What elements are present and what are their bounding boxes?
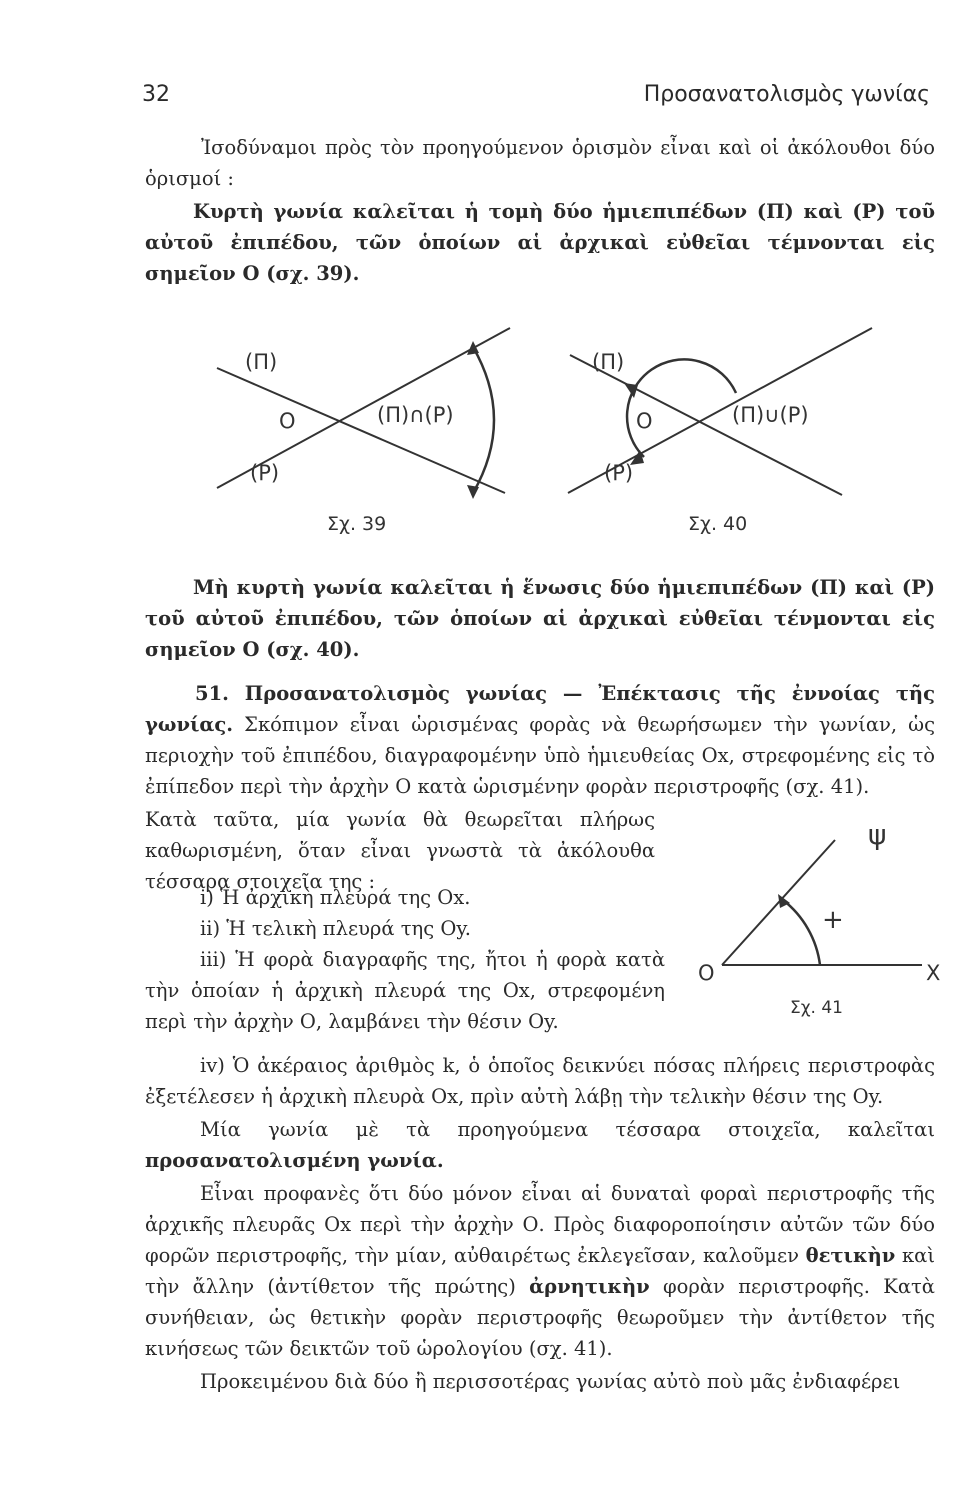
paragraph-rotation-directions [145, 1178, 935, 1364]
definition-convex-angle: Κυρτὴ γωνία καλεῖται ἡ τομὴ δύο ἡμιεπιπέδων (Π) καὶ (Ρ) τοῦ αὐτοῦ ἐπιπέδου, τῶν ὁποίων αἱ ἀρχικαὶ εὐθεῖαι τέμνονται εἰς σημεῖον Ο (σχ. 39). [145, 200, 935, 285]
term-oriented-angle: προσανατολισμένη γωνία. [145, 1149, 444, 1172]
figure-39 [205, 325, 525, 540]
paragraph-continuation: Προκειμένου διὰ δύο ἢ περισσοτέρας γωνίας αὐτὸ ποὺ μᾶς ἐνδιαφέρει [200, 1370, 901, 1393]
elements-list [145, 882, 665, 1037]
fig40-caption: Σχ. 40 [688, 513, 748, 535]
p8-c: καὶ τὴν ἄλλην (ἀντίθετον τῆς πρώτης) [145, 1244, 935, 1298]
fig40-label-o: Ο [636, 409, 653, 433]
list-item-text: iii) Ἡ φορὰ διαγραφῆς της, ἤτοι ἡ φορὰ κατὰ τὴν ὁποίαν ἡ ἀρχικὴ πλευρά της Οx, στρεφομένη περὶ τὴν ἀρχὴν Ο, λαμβάνει τὴν θέσιν Οy. [145, 948, 665, 1033]
paragraph-equivalent-definitions: Ἰσοδύναμοι πρὸς τὸν προηγούμενον ὁρισμὸν εἶναι καὶ οἱ ἀκόλουθοι δύο ὁρισμοί : [145, 136, 935, 190]
fig40-label-union: (Π)∪(Ρ) [732, 403, 809, 427]
list-item: ii) Ἡ τελικὴ πλευρά της Οy. [200, 917, 471, 940]
paragraph-four-elements: Κατὰ ταῦτα, μία γωνία θὰ θεωρεῖται πλήρως καθωρισμένη, ὅταν εἶναι γνωστὰ τὰ ἀκόλουθα τέσσαρα στοιχεῖα της : [145, 808, 655, 893]
section-51-body: Σκόπιμον εἶναι ὡρισμένας φορὰς νὰ θεωρήσωμεν τὴν γωνίαν, ὡς περιοχὴν τοῦ ἐπιπέδου, διαγραφομένην ὑπὸ ἡμιευθείας Οx, στρεφομένης εἰς τὸ ἐπίπεδον περὶ τὴν ἀρχὴν Ο κατὰ ὡρισμένην φορὰν περιστροφῆς (σχ. 41). [145, 713, 935, 798]
fig41-label-x: Χ [926, 961, 941, 985]
fig39-caption: Σχ. 39 [327, 513, 387, 535]
figure-40 [560, 325, 880, 540]
fig39-label-o: Ο [279, 409, 296, 433]
definition-oriented-angle [145, 1114, 935, 1176]
term-positive: θετικὴν [805, 1244, 896, 1267]
fig39-label-intersection: (Π)∩(Ρ) [377, 403, 454, 427]
p8-e: φορὰν περιστροφῆς. Κατὰ συνήθειαν, ὡς θετικὴν φορὰν περιστροφῆς θεωροῦμεν τὴν ἀντίθετον τῆς κινήσεως τῶν δεικτῶν τοῦ ὡρολογίου (σχ. 41). [145, 1275, 935, 1360]
term-negative: ἀρνητικὴν [529, 1275, 650, 1298]
fig40-label-pi: (Π) [592, 350, 625, 374]
fig41-label-psi: ψ [868, 818, 887, 851]
fig39-label-rho: (Ρ) [250, 461, 280, 485]
fig40-label-rho: (Ρ) [604, 461, 634, 485]
definition-non-convex-angle: Μὴ κυρτὴ γωνία καλεῖται ἡ ἕνωσις δύο ἡμιεπιπέδων (Π) καὶ (Ρ) τοῦ αὐτοῦ ἐπιπέδου, τῶν ὁποίων αἱ ἀρχικαὶ εὐθεῖαι τένμονται εἰς σημεῖον Ο (σχ. 40). [145, 576, 935, 661]
figure-41 [690, 800, 950, 1030]
p8-a: Εἶναι προφανὲς ὅτι δύο μόνον εἶναι αἱ δυναταὶ φοραὶ περιστροφῆς τῆς ἀρχικῆς πλευρᾶς Οx περὶ τὴν ἀρχὴν Ο. Πρὸς διαφοροποίησιν αὐτῶν τῶν δύο φορῶν περιστροφῆς, τὴν μίαν, αὐθαιρέτως ἐκλεγεῖσαν, καλοῦμεν [145, 1182, 935, 1267]
fig41-label-plus: + [822, 905, 844, 935]
running-header: Προσανατολισμὸς γωνίας [643, 82, 930, 107]
fig41-label-o: Ο [698, 961, 715, 985]
page-number: 32 [142, 82, 170, 107]
list-item-iv: iv) Ὁ ἀκέραιος ἀριθμὸς k, ὁ ὁποῖος δεικνύει πόσας πλήρεις περιστροφὰς ἐξετέλεσεν ἡ ἀρχικὴ πλευρὰ Οx, πρὶν αὐτὴ λάβῃ τὴν τελικὴν θέσιν της Οy. [145, 1054, 935, 1108]
fig39-label-pi: (Π) [245, 350, 278, 374]
section-51-heading: 51. Προσανατολισμὸς γωνίας — Ἐπέκτασις τῆς ἐννοίας τῆς γωνίας. [145, 682, 935, 736]
fig41-caption: Σχ. 41 [790, 998, 844, 1018]
p7-text: Μία γωνία μὲ τὰ προηγούμενα τέσσαρα στοιχεῖα, καλεῖται [200, 1118, 935, 1141]
section-51 [145, 678, 935, 802]
list-item [145, 944, 665, 1037]
list-item: i) Ἡ ἀρχικὴ πλευρά της Οx. [200, 886, 471, 909]
